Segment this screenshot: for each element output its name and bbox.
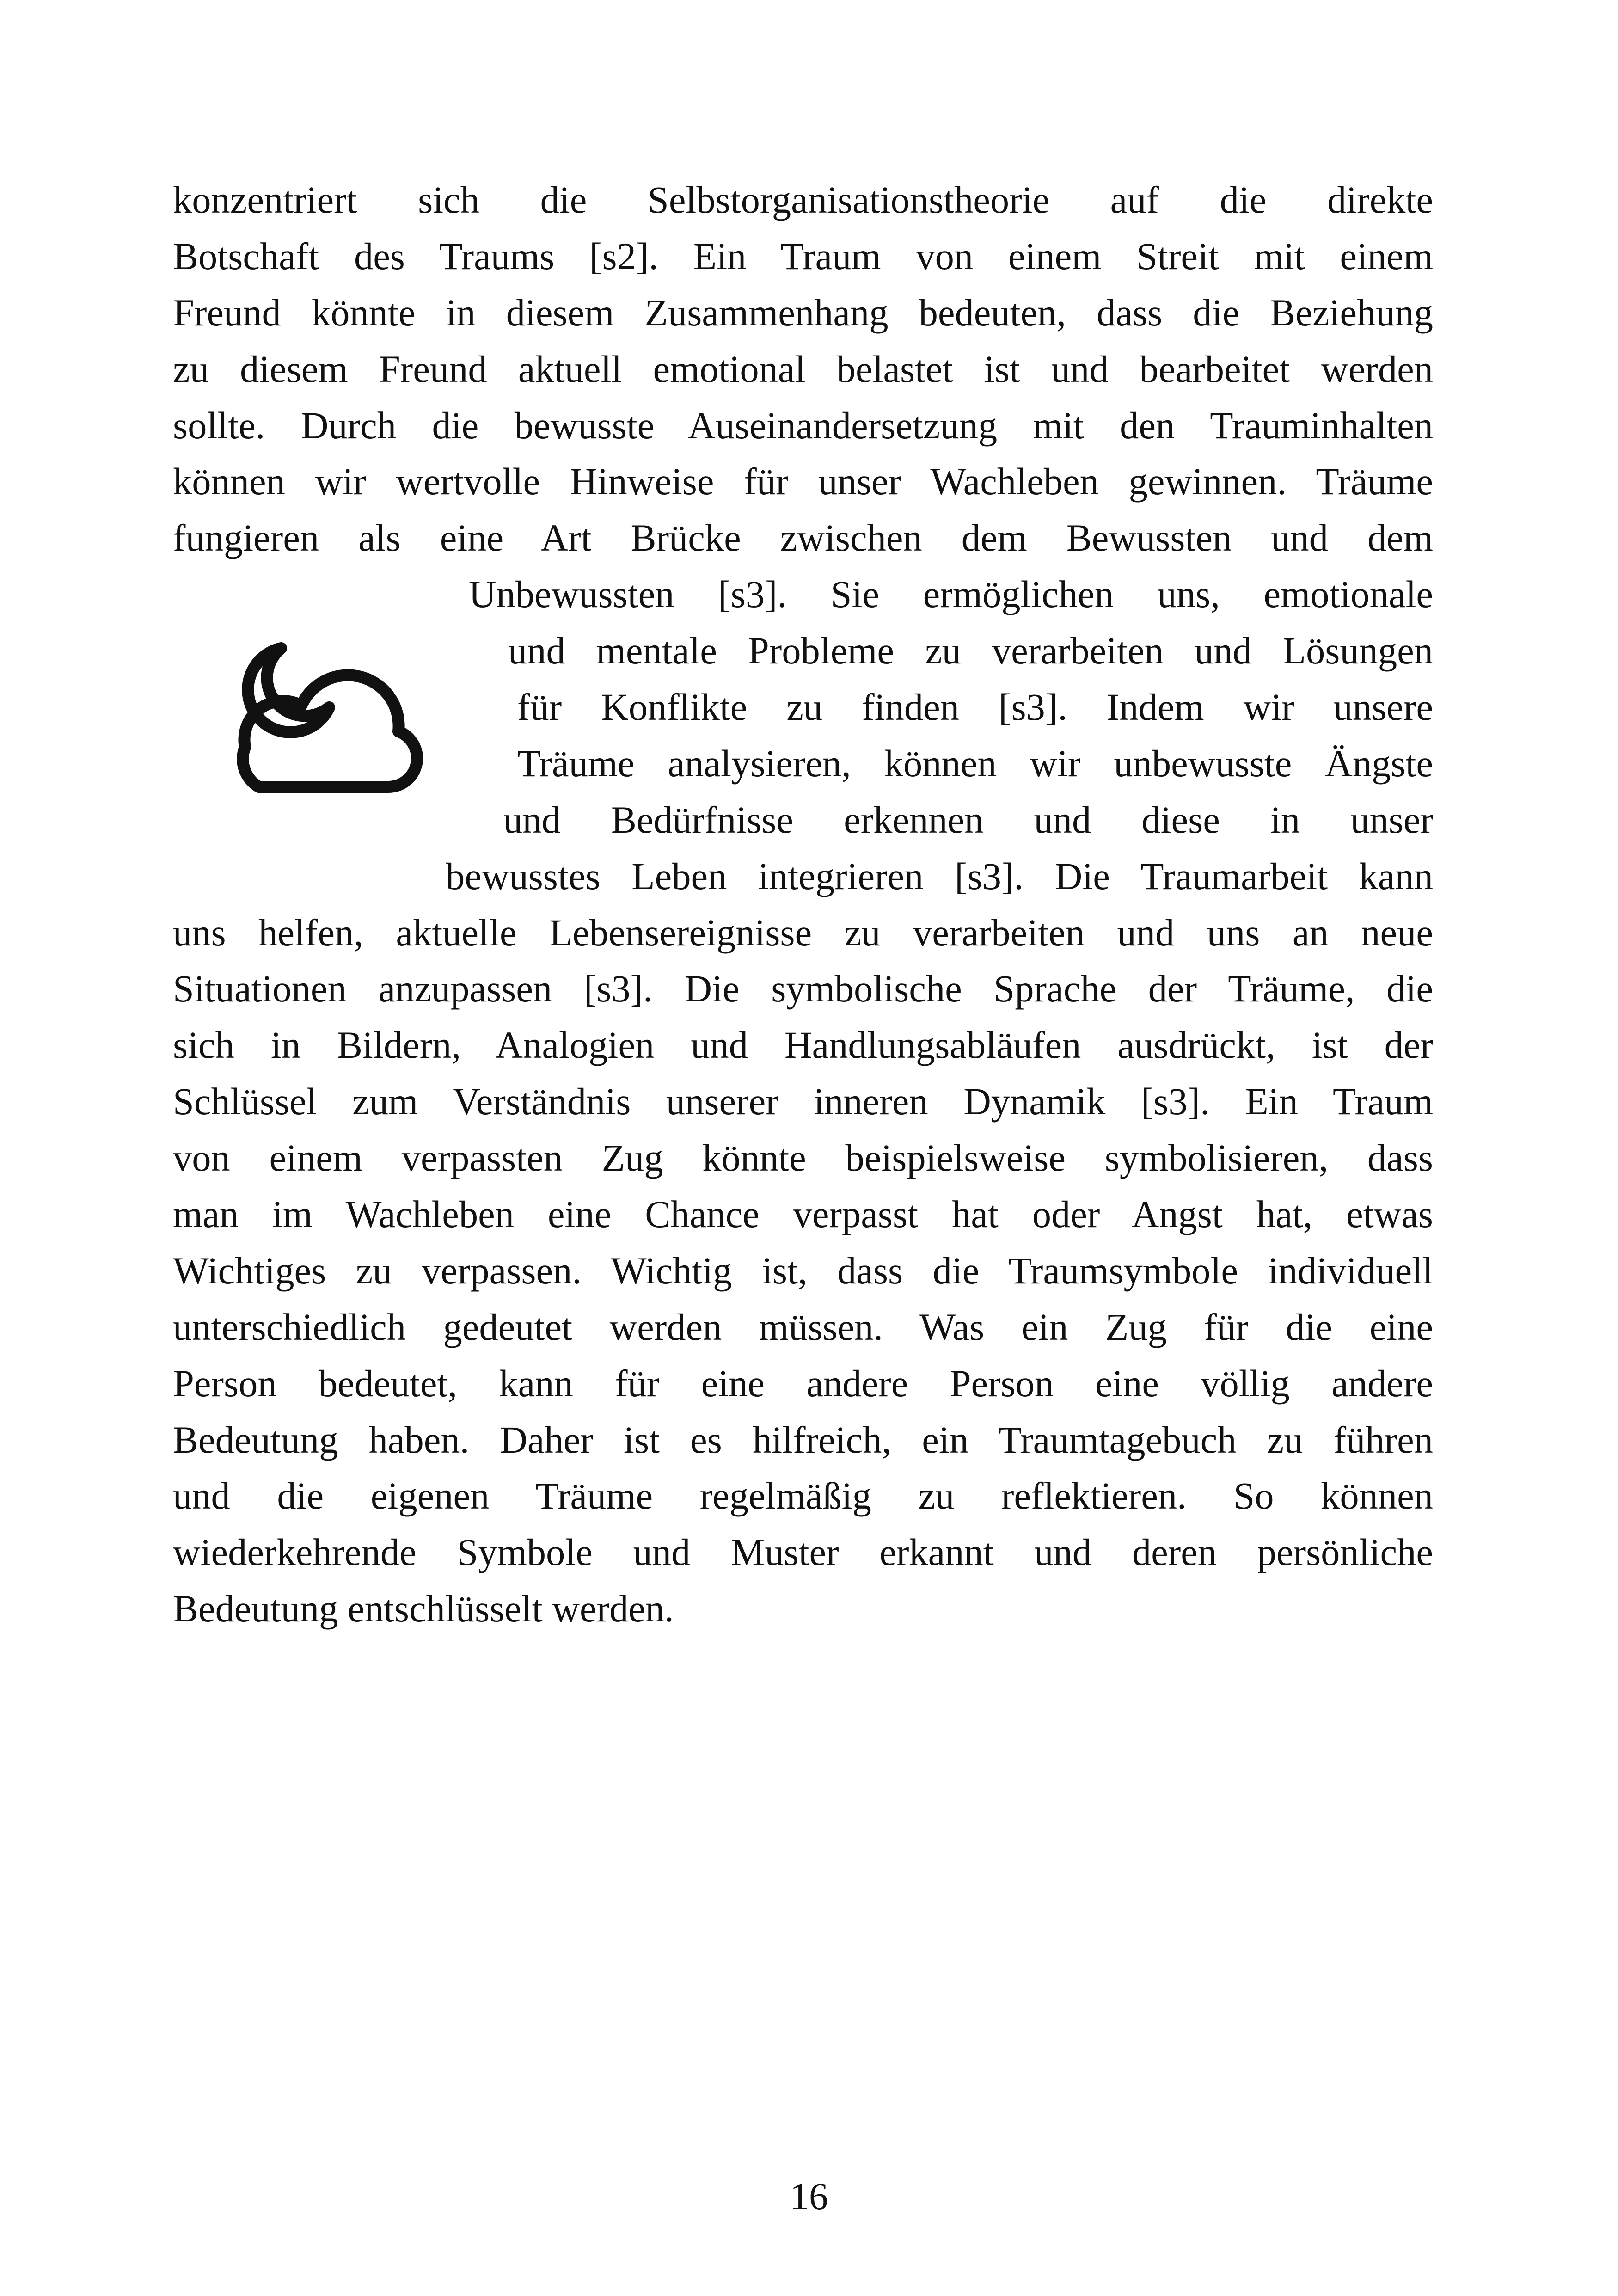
text-line: sich in Bildern, Analogien und Handlungsabläufen ausdrückt, ist der bbox=[173, 1024, 1433, 1067]
text-line: fungieren als eine Art Brücke zwischen dem Bewussten und dem bbox=[173, 516, 1433, 559]
text-line: uns helfen, aktuelle Lebensereignisse zu verarbeiten und uns an neue bbox=[173, 911, 1433, 954]
text-line: Bedeutung haben. Daher ist es hilfreich, ein Traumtagebuch zu führen bbox=[173, 1418, 1433, 1461]
moon-cloud-icon bbox=[231, 638, 425, 804]
text-line: Freund könnte in diesem Zusammenhang bedeuten, dass die Beziehung bbox=[173, 291, 1433, 334]
text-line: Situationen anzupassen [s3]. Die symbolische Sprache der Träume, die bbox=[173, 967, 1433, 1010]
text-line: Schlüssel zum Verständnis unserer inneren Dynamik [s3]. Ein Traum bbox=[173, 1080, 1433, 1123]
text-line: und die eigenen Träume regelmäßig zu reflektieren. So können bbox=[173, 1474, 1433, 1517]
text-line: konzentriert sich die Selbstorganisationstheorie auf die direkte bbox=[173, 178, 1433, 221]
text-line: Person bedeutet, kann für eine andere Person eine völlig andere bbox=[173, 1362, 1433, 1405]
text-line: Bedeutung entschlüsselt werden. bbox=[173, 1587, 674, 1630]
text-line: Unbewussten [s3]. Sie ermöglichen uns, emotionale bbox=[469, 573, 1433, 616]
text-line: für Konflikte zu finden [s3]. Indem wir unsere bbox=[517, 686, 1433, 729]
text-line: von einem verpassten Zug könnte beispielsweise symbolisieren, dass bbox=[173, 1136, 1433, 1179]
text-line: sollte. Durch die bewusste Auseinandersetzung mit den Trauminhalten bbox=[173, 404, 1433, 447]
body-text bbox=[173, 172, 1433, 1637]
text-line: man im Wachleben eine Chance verpasst hat oder Angst hat, etwas bbox=[173, 1193, 1433, 1236]
text-line: wiederkehrende Symbole und Muster erkannt und deren persönliche bbox=[173, 1531, 1433, 1574]
text-line: bewusstes Leben integrieren [s3]. Die Traumarbeit kann bbox=[446, 854, 1433, 897]
text-line: unterschiedlich gedeutet werden müssen. Was ein Zug für die eine bbox=[173, 1305, 1433, 1348]
page-number: 16 bbox=[790, 2175, 828, 2217]
text-line: und Bedürfnisse erkennen und diese in unser bbox=[503, 798, 1433, 841]
text-line: Wichtiges zu verpassen. Wichtig ist, dass die Traumsymbole individuell bbox=[173, 1249, 1433, 1292]
text-line: und mentale Probleme zu verarbeiten und Lösungen bbox=[508, 629, 1433, 672]
text-line: zu diesem Freund aktuell emotional belastet ist und bearbeitet werden bbox=[173, 347, 1433, 390]
text-line: können wir wertvolle Hinweise für unser Wachleben gewinnen. Träume bbox=[173, 460, 1433, 503]
text-line: Botschaft des Traums [s2]. Ein Traum von einem Streit mit einem bbox=[173, 234, 1433, 277]
text-line: Träume analysieren, können wir unbewusste Ängste bbox=[517, 742, 1433, 785]
